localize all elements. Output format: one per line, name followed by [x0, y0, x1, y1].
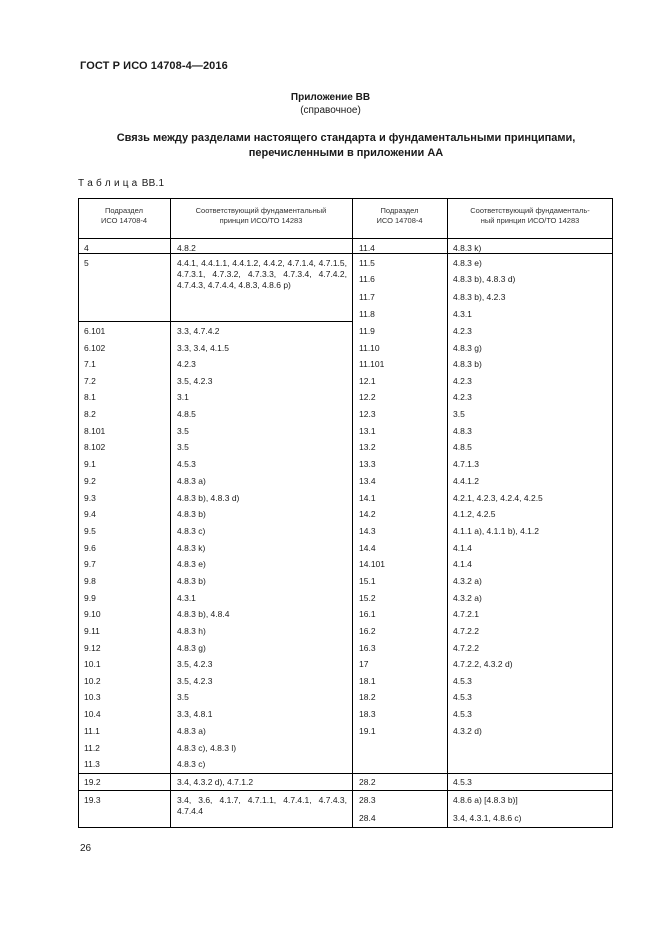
right-subclause: 11.10 [359, 343, 380, 353]
left-subclause: 9.1 [84, 459, 96, 469]
right-principle: 4.5.3 [453, 709, 472, 719]
row-divider [78, 773, 352, 774]
right-subclause: 11.8 [359, 309, 375, 319]
left-subclause: 10.4 [84, 709, 101, 719]
left-subclause: 6.101 [84, 326, 106, 336]
column-header: Соответствующий фундаменталь- [470, 206, 590, 215]
right-principle: 4.1.1 a), 4.1.1 b), 4.1.2 [453, 526, 540, 536]
right-subclause: 14.101 [359, 559, 385, 569]
right-subclause: 28.2 [359, 777, 376, 787]
left-subclause: 9.2 [84, 476, 96, 486]
left-subclause: 11.3 [84, 759, 100, 769]
left-principle: 4.3.1 [177, 593, 196, 603]
right-subclause: 17 [359, 659, 369, 669]
table-label [78, 178, 164, 189]
row-divider [78, 253, 352, 254]
right-principle: 4.2.3 [453, 376, 472, 386]
annex-heading-line-2: перечисленными в приложении АА [248, 147, 444, 159]
right-subclause: 18.3 [359, 709, 376, 719]
column-header: Подраздел [105, 206, 143, 215]
right-principle: 4.1.4 [453, 543, 472, 553]
table-label-prefix: Т а б л и ц а [78, 178, 138, 189]
right-principle: 4.3.1 [453, 309, 472, 319]
left-subclause: 10.1 [84, 659, 101, 669]
right-principle: 4.2.3 [453, 392, 472, 402]
right-subclause: 11.4 [359, 243, 375, 253]
table-label-number: ВВ.1 [141, 178, 165, 189]
left-principle: 3.5, 4.2.3 [177, 376, 213, 386]
right-subclause: 13.4 [359, 476, 376, 486]
left-principle: 3.1 [177, 392, 189, 402]
left-principle: 4.8.3 k) [177, 543, 206, 553]
left-subclause: 9.8 [84, 576, 96, 586]
left-subclause: 9.9 [84, 593, 96, 603]
column-divider [352, 198, 353, 828]
left-subclause: 9.5 [84, 526, 96, 536]
left-subclause: 9.12 [84, 643, 101, 653]
left-subclause: 8.102 [84, 442, 106, 452]
right-subclause: 28.4 [359, 813, 376, 823]
left-subclause: 8.1 [84, 392, 96, 402]
left-principle: 4.2.3 [177, 359, 196, 369]
right-subclause: 18.2 [359, 692, 376, 702]
right-principle: 3.5 [453, 409, 465, 419]
right-principle: 4.8.3 b), 4.2.3 [453, 292, 506, 302]
right-principle: 4.7.2.2 [453, 643, 479, 653]
right-subclause: 15.2 [359, 593, 376, 603]
left-principle: 4.8.3 h) [177, 626, 206, 636]
right-principle: 4.8.6 a) [4.8.3 b)] [453, 795, 518, 805]
right-subclause: 14.4 [359, 543, 376, 553]
right-principle: 4.4.1.2 [453, 476, 479, 486]
left-subclause: 9.11 [84, 626, 100, 636]
right-subclause: 11.9 [359, 326, 375, 336]
left-subclause: 11.1 [84, 726, 100, 736]
right-principle: 4.7.2.2 [453, 626, 479, 636]
row-divider [352, 253, 613, 254]
header-divider [78, 238, 613, 239]
right-subclause: 11.6 [359, 274, 375, 284]
left-subclause: 11.2 [84, 743, 100, 753]
left-subclause: 19.2 [84, 777, 101, 787]
row-divider [352, 773, 613, 774]
left-principle: 4.8.3 g) [177, 643, 206, 653]
right-subclause: 12.1 [359, 376, 376, 386]
right-principle: 4.2.3 [453, 326, 472, 336]
column-header: ИСО 14708-4 [100, 216, 148, 225]
right-subclause: 14.3 [359, 526, 376, 536]
right-subclause: 28.3 [359, 795, 376, 805]
left-principle: 3.4, 3.6, 4.1.7, 4.7.1.1, 4.7.4.1, 4.7.4.3, 4.7.4.4 [177, 795, 347, 816]
left-principle: 3.5, 4.2.3 [177, 676, 213, 686]
right-subclause: 11.5 [359, 258, 375, 268]
row-divider [78, 790, 352, 791]
right-principle: 4.3.2 d) [453, 726, 482, 736]
right-principle: 4.1.4 [453, 559, 472, 569]
right-subclause: 13.1 [359, 426, 376, 436]
column-header: Соответствующий фундаментальный [195, 206, 327, 215]
left-principle: 3.5, 4.2.3 [177, 659, 213, 669]
right-principle: 4.5.3 [453, 777, 472, 787]
left-principle: 4.8.3 a) [177, 476, 206, 486]
column-header: Подраздел [380, 206, 419, 215]
left-principle: 4.5.3 [177, 459, 196, 469]
left-principle: 4.8.3 b), 4.8.4 [177, 609, 230, 619]
left-subclause: 6.102 [84, 343, 106, 353]
right-principle: 4.3.2 a) [453, 576, 482, 586]
right-principle: 4.8.3 g) [453, 343, 482, 353]
left-principle: 4.8.3 b), 4.8.3 d) [177, 493, 240, 503]
left-subclause: 8.2 [84, 409, 96, 419]
right-subclause: 16.3 [359, 643, 376, 653]
column-header: ИСО 14708-4 [376, 216, 423, 225]
right-subclause: 18.1 [359, 676, 376, 686]
right-subclause: 16.2 [359, 626, 376, 636]
left-principle: 3.5 [177, 426, 189, 436]
left-principle: 4.8.3 c) [177, 526, 206, 536]
right-principle: 4.8.5 [453, 442, 472, 452]
right-principle: 4.8.3 b) [453, 359, 482, 369]
left-subclause: 7.1 [84, 359, 96, 369]
right-principle: 4.8.3 b), 4.8.3 d) [453, 274, 516, 284]
left-subclause: 10.2 [84, 676, 101, 686]
left-subclause: 9.6 [84, 543, 96, 553]
left-principle: 4.8.3 a) [177, 726, 206, 736]
left-subclause: 9.4 [84, 509, 96, 519]
right-principle: 4.1.2, 4.2.5 [453, 509, 496, 519]
right-principle: 4.5.3 [453, 692, 472, 702]
right-subclause: 14.2 [359, 509, 376, 519]
right-principle: 4.8.3 k) [453, 243, 482, 253]
right-subclause: 15.1 [359, 576, 376, 586]
right-subclause: 12.2 [359, 392, 376, 402]
left-principle: 3.3, 4.8.1 [177, 709, 213, 719]
left-principle: 4.8.2 [177, 243, 196, 253]
column-divider [170, 198, 171, 828]
left-principle: 4.8.5 [177, 409, 196, 419]
left-subclause: 9.7 [84, 559, 96, 569]
left-principle: 3.4, 4.3.2 d), 4.7.1.2 [177, 777, 254, 787]
row-divider [352, 790, 613, 791]
table-frame [78, 198, 613, 828]
left-subclause: 10.3 [84, 692, 101, 702]
column-divider [447, 198, 448, 828]
document-code: ГОСТ Р ИСО 14708-4—2016 [80, 60, 228, 72]
left-principle: 4.8.3 b) [177, 576, 206, 586]
right-principle: 4.8.3 [453, 426, 472, 436]
column-header: ный принцип ИСО/ТО 14283 [480, 216, 580, 225]
right-subclause: 16.1 [359, 609, 376, 619]
right-subclause: 14.1 [359, 493, 376, 503]
left-principle: 3.3, 3.4, 4.1.5 [177, 343, 229, 353]
right-subclause: 11.7 [359, 292, 375, 302]
left-principle: 4.8.3 e) [177, 559, 206, 569]
right-subclause: 11.101 [359, 359, 385, 369]
right-principle: 4.8.3 e) [453, 258, 482, 268]
right-subclause: 12.3 [359, 409, 376, 419]
column-header: принцип ИСО/ТО 14283 [219, 216, 303, 225]
left-subclause: 19.3 [84, 795, 101, 805]
left-principle: 4.8.3 c) [177, 759, 206, 769]
right-principle: 4.7.2.1 [453, 609, 479, 619]
left-principle: 4.8.3 b) [177, 509, 206, 519]
left-subclause: 9.10 [84, 609, 101, 619]
annex-type: (справочное) [300, 105, 361, 116]
right-principle: 3.4, 4.3.1, 4.8.6 c) [453, 813, 522, 823]
right-principle: 4.3.2 a) [453, 593, 482, 603]
right-subclause: 13.2 [359, 442, 376, 452]
annex-title: Приложение ВВ [290, 92, 371, 103]
left-principle: 4.8.3 c), 4.8.3 l) [177, 743, 237, 753]
left-subclause: 4 [84, 243, 89, 253]
right-principle: 4.7.2.2, 4.3.2 d) [453, 659, 513, 669]
right-subclause: 19.1 [359, 726, 376, 736]
left-principle: 3.5 [177, 442, 189, 452]
left-subclause: 9.3 [84, 493, 96, 503]
left-principle: 3.5 [177, 692, 189, 702]
page-number: 26 [80, 843, 92, 854]
right-subclause: 13.3 [359, 459, 376, 469]
annex-heading-line-1: Связь между разделами настоящего стандарта и фундаментальными принципами, [116, 132, 576, 144]
left-principle: 4.4.1, 4.4.1.1, 4.4.1.2, 4.4.2, 4.7.1.4, 4.7.1.5, 4.7.3.1, 4.7.3.2, 4.7.3.3, 4.7.3.4, 4.7.4.2, 4.7.4.3, 4.7.4.4, 4.8.3, 4.8.6 p) [177, 258, 347, 290]
row-divider [78, 321, 352, 322]
left-principle: 3.3, 4.7.4.2 [177, 326, 220, 336]
right-principle: 4.7.1.3 [453, 459, 479, 469]
right-principle: 4.5.3 [453, 676, 472, 686]
left-subclause: 7.2 [84, 376, 96, 386]
left-subclause: 8.101 [84, 426, 106, 436]
left-subclause: 5 [84, 258, 89, 268]
right-principle: 4.2.1, 4.2.3, 4.2.4, 4.2.5 [453, 493, 543, 503]
